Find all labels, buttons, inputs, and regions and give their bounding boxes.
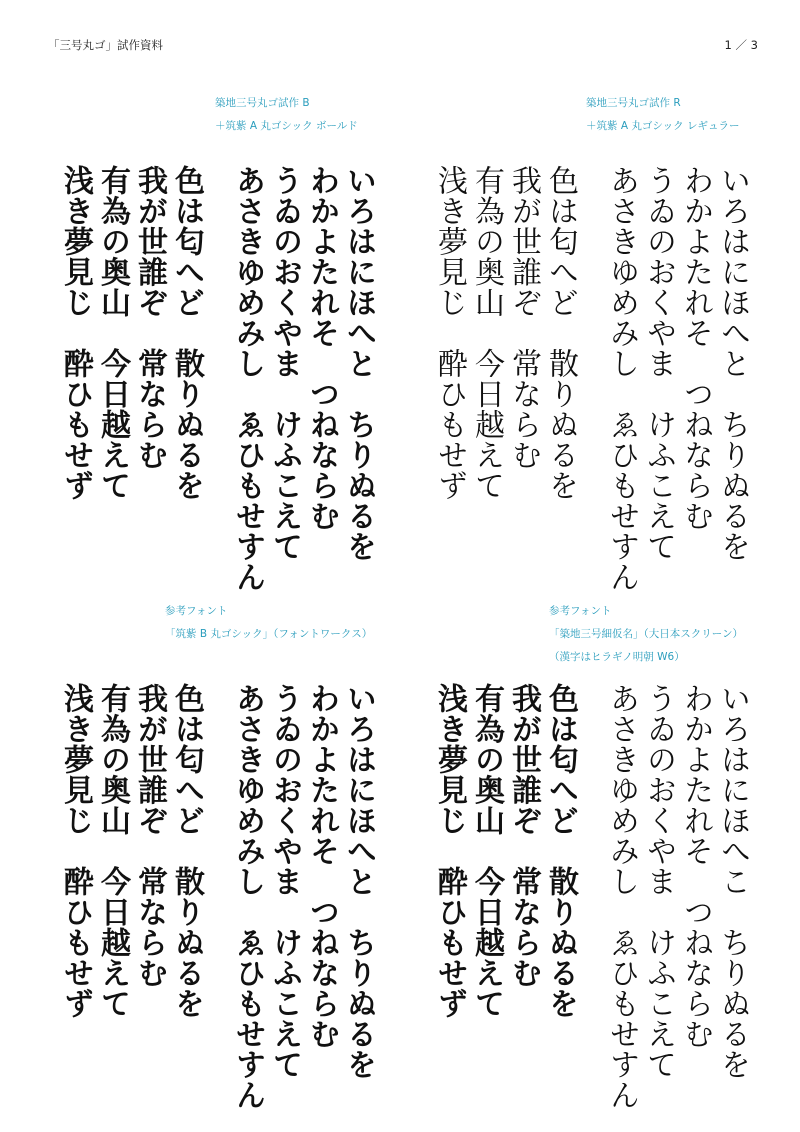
label-tl-line-1: 築地三号丸ゴ試作 B bbox=[215, 97, 310, 109]
sample-br bbox=[432, 683, 754, 1110]
label-tl bbox=[215, 92, 358, 138]
column: 浅き夢見じ 酔ひもせず bbox=[432, 683, 467, 1019]
label-br-line-2: 「築地三号細仮名」（大日本スクリーン） bbox=[549, 628, 744, 640]
column: うゐのおくやま けふこえて bbox=[641, 165, 676, 562]
column: 我が世誰ぞ 常ならむ bbox=[132, 683, 167, 988]
column: 浅き夢見じ 酔ひもせず bbox=[432, 165, 467, 501]
column: 有為の奥山 今日越えて bbox=[469, 165, 504, 501]
label-tr-line-2: ＋筑紫 A 丸ゴシック レギュラー bbox=[586, 120, 740, 132]
column: あさきゆめみし ゑひもせすん bbox=[604, 165, 639, 592]
column: 有為の奥山 今日越えて bbox=[95, 165, 130, 501]
column: 我が世誰ぞ 常ならむ bbox=[506, 683, 541, 988]
column: 浅き夢見じ 酔ひもせず bbox=[58, 683, 93, 1019]
label-tl-line-2: ＋筑紫 A 丸ゴシック ボールド bbox=[215, 120, 358, 132]
sample-tl bbox=[58, 165, 380, 592]
column: あさきゆめみし ゑひもせすん bbox=[230, 165, 265, 592]
column: うゐのおくやま けふこえて bbox=[267, 683, 302, 1080]
column: 色は匂へど 散りぬるを bbox=[169, 683, 204, 1019]
document-title: 「三号丸ゴ」試作資料 bbox=[48, 38, 163, 52]
label-br-line-3: （漢字はヒラギノ明朝 W6） bbox=[549, 651, 685, 663]
label-bl-line-2: 「筑紫 B 丸ゴシック」（フォントワークス） bbox=[165, 628, 373, 640]
column: いろはにほへこ ちりぬるを bbox=[715, 683, 750, 1080]
label-br-line-1: 参考フォント bbox=[549, 605, 612, 617]
label-bl-line-1: 参考フォント bbox=[165, 605, 228, 617]
label-tr-line-1: 築地三号丸ゴ試作 R bbox=[586, 97, 681, 109]
column: 色は匂へど 散りぬるを bbox=[543, 683, 578, 1019]
column: うゐのおくやま けふこえて bbox=[267, 165, 302, 562]
column: わかよたれそ つねならむ bbox=[678, 165, 713, 531]
column: あさきゆめみし ゑひもせすん bbox=[230, 683, 265, 1110]
column: 色は匂へど 散りぬるを bbox=[543, 165, 578, 501]
column: いろはにほへと ちりぬるを bbox=[341, 165, 376, 562]
label-bl bbox=[165, 600, 372, 646]
sample-bl bbox=[58, 683, 380, 1110]
column: わかよたれそ つねならむ bbox=[678, 683, 713, 1049]
column: 色は匂へど 散りぬるを bbox=[169, 165, 204, 501]
column: わかよたれそ つねならむ bbox=[304, 165, 339, 531]
column: あさきゆめみし ゑひもせすん bbox=[604, 683, 639, 1110]
label-tr bbox=[586, 92, 740, 138]
column: わかよたれそ つねならむ bbox=[304, 683, 339, 1049]
column: 我が世誰ぞ 常ならむ bbox=[132, 165, 167, 470]
column: 浅き夢見じ 酔ひもせず bbox=[58, 165, 93, 501]
column: うゐのおくやま けふこえて bbox=[641, 683, 676, 1080]
column: 我が世誰ぞ 常ならむ bbox=[506, 165, 541, 470]
column: 有為の奥山 今日越えて bbox=[95, 683, 130, 1019]
page-number: 1 ／ 3 bbox=[724, 38, 758, 52]
sample-tr bbox=[432, 165, 754, 592]
label-br bbox=[549, 600, 743, 669]
column: いろはにほへと ちりぬるを bbox=[341, 683, 376, 1080]
column: 有為の奥山 今日越えて bbox=[469, 683, 504, 1019]
column: いろはにほへと ちりぬるを bbox=[715, 165, 750, 562]
